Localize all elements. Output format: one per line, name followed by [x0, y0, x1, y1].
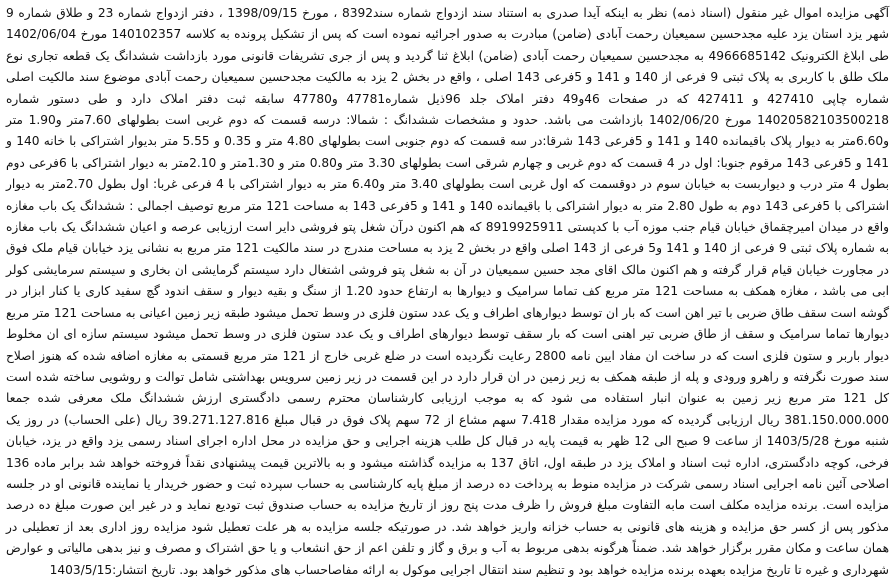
auction-notice-text: آگهی مزایده اموال غیر منقول (اسناد ذمه) نظر به اینکه آیدا صدری به استناد سند ازدواج شماره سند8392 ، مورخ 1398/09/15 ، دفتر ازدواج شماره 23 و طلاق شماره 9 شهر یزد استان یزد علیه مجدحسین سمیعیان رحمت آبادی (ضامن) مبادرت به صدور اجرائیه نموده است که پس از تشکیل پرونده به کلاسه 140102357 مورخ 1402/06/04 طی ابلاغ الکترونیک 4966685142 به مجدحسین سمیعیان رحمت آبادی (ضامن) ابلاغ ثنا گردید و پس از جری تشریفات قانونی مورد بازداشت ششدانگ یک قطعه تجاری نوع ملک طلق با کاربری به پلاک ثبتی 9 فرعی از 140 و 141 و 5فرعی 143 اصلی ، واقع در بخش 2 یزد به مالکیت مجدحسین سمیعیان رحمت آبادی موضوع سند مالکیت اصلی شماره چاپی 427410 و 427411 که در صفحات 46و49 دفتر املاک جلد 96ذیل شماره47781 و47780 سابقه ثبت دفتر املاک دارد و طی دستور شماره 14020582103500218 مورخ 1402/06/20 بازداشت می باشد. حدود و مشخصات ششدانگ : شمالا: درسه قسمت که دوم غربی است بطولهای 7.60متر و1.90 متر و6.60متر به دیوار پلاک باقیمانده 140 و 141 و 5فرعی 143 شرقا:در سه قسمت که دوم جنوبی است بطولهای 4.80 متر و 0.35 و 5.55 متر بدیوار اشتراکی با خانه 140 و 141 و 5فرعی 143 مرقوم جنوبا: اول در 4 قسمت که دوم غربی و چهارم شرقی است بطولهای 3.30 متر و0.80 متر و 1.30متر و 2.10متر به دیوار اشتراکی با 6فرعی دوم بطول 4 متر درب و دیواربست به خیابان سوم در دوقسمت که اول غربی است بطولهای 3.40 متر و6.40 متر به دیوار اشتراکی با 4 فرعی غربا: اول بطول 2.70متر به دیوار اشتراکی با 5فرعی 143 دوم به طول 2.80 متر به دیوار اشتراکی با باقیمانده 140 و 141 و 5فرعی 143 به مساحت 121 متر مربع توصیف اجمالی : ششدانگ یک باب مغازه واقع در میدان امیرچقماق خیابان قیام جنب موزه آب با کدپستی 8919925911 که هم اکنون درآن شغل پتو فروشی دایر است ارزیابی عرصه و اعیان ششدانگ یک باب مغازه به شماره پلاک ثبتی 9 فرعی از 140 و 141 و5 فرعی از 143 اصلی واقع در بخش 2 یزد به مساحت مندرج در سند مالکیت 121 متر مربع به نشانی یزد خیابان قیام ملک فوق در مجاورت خیابان قیام قرار گرفته و هم اکنون مالک اقای مجد حسین سمیعیان در آن به شغل پتو فروشی اشتغال دارد سیستم گرمایشی ان بخاری و سیستم سرمایشی کولر ابی می باشد ، مغازه همکف به مساحت 121 متر مربع کف تماما سرامیک و دیوارها به ارتفاع حدود 1.20 از سنگ و بقیه دیوار و سقف اندود گچ سفید کاری یا کنار ابزار در گوشه است سقف طاق ضربی با تیر اهن است که بار ان توسط دیوارهای اطراف و یک عدد ستون فلزی در وسط تحمل میشود طبقه زیر زمین اعیانی به مساحت 121 متر مربع دیوارها تماما سرامیک و سقف از طاق ضربی تیر اهنی است که بار سقف توسط دیوارهای اطراف و یک عدد ستون فلزی در وسط تحمل میشود سیستم سازه ای ان مخلوط دیوار باربر و ستون فلزی است که در ساخت ان مفاد ایین نامه 2800 رعایت نگردیده است در ضلع غربی خارج از 121 متر مربع قسمتی به مغازه اضافه شده که هنوز اصلاح سند صورت نگرفته و راهرو ورودی و پله از طبقه همکف به زیر زمین در ان قرار دارد در این قسمت در زیر زمین سرویس بهداشتی شامل توالت و روشویی ساخته شده است کل 121 متر مربع زیر زمین به عنوان انبار استفاده می شود که به موجب ارزیابی کارشناسان محترم رسمی دادگستری ارزش ششدانگ ملک معرفی شده جمعا 381.150.000.000 ریال ارزیابی گردیده که مورد مزایده مقدار 7.418 سهم مشاع از 72 سهم پلاک فوق در قبال مبلغ 39.271.127.816 ریال (علی الحساب) در روز یک شنبه مورخ 1403/5/28 از ساعت 9 صبح الی 12 ظهر به قیمت پایه در قبال کل طلب هزینه اجرایی و حق مزایده در محل اداره اجرای اسناد رسمی یزد واقع در یزد، خیابان فرخی، کوچه دادگستری، اداره ثبت اسناد و املاک یزد در طبقه اول، اتاق 137 به مزایده گذاشته میشود و به بالاترین قیمت پیشنهادی نقداً فروخته خواهد شد برابر ماده 136 اصلاحی آئین نامه اجرایی اسناد رسمی شرکت در مزایده منوط به پرداخت ده درصد از مبلغ پایه کارشناسی به حساب سپرده ثبت و حضور خریدار یا نماینده قانونی او در جلسه مزایده است. برنده مزایده مکلف است مابه التفاوت مبلغ فروش را ظرف مدت پنج روز از تاریخ مزایده به حساب صندوق ثبت تودیع نماید و در غیر این صورت مبلغ ده درصد مذکور پس از کسر حق مزایده و هزینه های قانونی به حساب خزانه واریز خواهد شد. در صورتیکه جلسه مزایده به هر علت تعطیل شود مزایده روز اداری بعد از تعطیلی در همان ساعت و مکان مقرر برگزار خواهد شد. ضمناً هرگونه بدهی مربوط به آب و برق و گاز و تلفن اعم از حق انشعاب و یا حق اشتراک و مصرف و نیز بدهی مالیاتی و عوارض شهرداری و غیره تا تاریخ مزایده بعهده برنده مزایده خواهد بود و تنظیم سند انتقال اجرایی موکول به ارائه مفاصاحساب های مذکور خواهد بود. تاریخ انتشار:1403/5/15: [6, 6, 890, 577]
